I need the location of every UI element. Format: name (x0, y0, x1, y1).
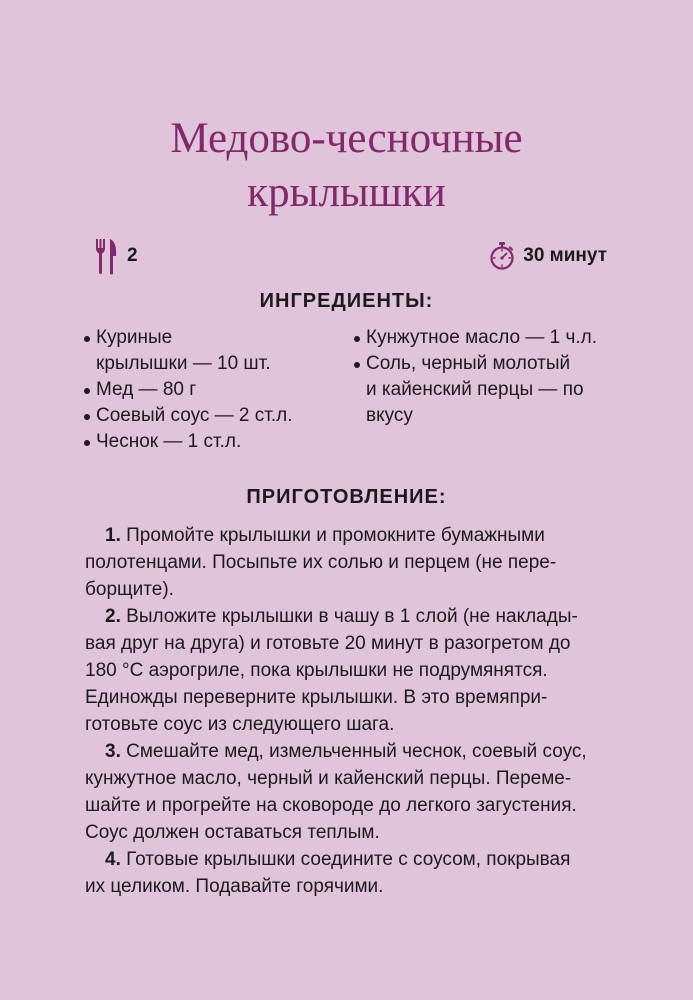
ingredient-line: Кунжутное масло — 1 ч.л. (366, 327, 598, 348)
recipe-title (0, 112, 693, 220)
step-text-line: шайте и прогрейте на сковороде до легкого загустения. (85, 795, 577, 816)
cooking-time: 30 минут (523, 245, 607, 266)
ingredient-line: Соевый соус — 2 ст.л. (96, 405, 293, 426)
step-3 (85, 738, 610, 846)
step-text-line: Смешайте мед, измельченный чеснок, соевый соус, (126, 741, 587, 762)
ingredients-heading: ИНГРЕДИЕНТЫ: (259, 290, 434, 312)
ingredient-line: Чеснок — 1 ст.л. (96, 431, 242, 452)
ingredient-line: вкусу (366, 405, 413, 426)
ingredient-item (84, 377, 324, 403)
step-number: 2. (105, 606, 121, 627)
step-text-line: борщите). (85, 579, 174, 600)
ingredient-item (84, 429, 324, 455)
step-text-line: готовьте соус из следующего шага. (85, 714, 395, 735)
ingredient-item (354, 351, 624, 429)
step-number: 3. (105, 741, 121, 762)
recipe-title-line-2: крылышки (247, 169, 446, 216)
stopwatch-icon (489, 241, 515, 271)
preparation-steps (85, 522, 610, 900)
step-text-line: Промойте крылышки и промокните бумажными (126, 525, 545, 546)
ingredients-list-right (354, 325, 624, 429)
step-2 (85, 603, 610, 738)
step-text-line: Единожды переверните крылышки. В это времяпри- (85, 687, 548, 708)
preparation-heading: ПРИГОТОВЛЕНИЕ: (246, 486, 447, 508)
step-text-line: 180 °С аэрогриле, пока крылышки не подрумянятся. (85, 660, 548, 681)
fork-knife-icon (95, 236, 119, 276)
servings-count: 2 (127, 245, 138, 266)
servings-block (95, 236, 138, 276)
ingredient-line: Куриные (96, 327, 173, 348)
step-text-line: вая друг на друга) и готовьте 20 минут в разогретом до (85, 633, 571, 654)
step-4 (85, 846, 610, 900)
recipe-title-line-1: Медово-чесночные (170, 115, 523, 162)
ingredient-item (84, 403, 324, 429)
ingredient-line: Мед — 80 г (96, 379, 197, 400)
step-text-line: Выложите крылышки в чашу в 1 слой (не наклады- (126, 606, 578, 627)
ingredients-list-left (84, 325, 324, 455)
ingredient-item (354, 325, 624, 351)
time-block (489, 236, 607, 276)
step-text-line: полотенцами. Посыпьте их солью и перцем (не пере- (85, 552, 557, 573)
step-number: 4. (105, 849, 121, 870)
step-text-line: Готовые крылышки соедините с соусом, покрывая (126, 849, 571, 870)
step-text-line: Соус должен оставаться теплым. (85, 822, 380, 843)
step-number: 1. (105, 525, 121, 546)
step-1 (85, 522, 610, 603)
ingredient-line: и кайенский перцы — по (366, 379, 584, 400)
ingredient-line: Соль, черный молотый (366, 353, 571, 374)
ingredient-item (84, 325, 324, 377)
ingredient-line: крылышки — 10 шт. (96, 353, 271, 374)
step-text-line: их целиком. Подавайте горячими. (85, 876, 384, 897)
step-text-line: кунжутное масло, черный и кайенский перцы. Переме- (85, 768, 572, 789)
